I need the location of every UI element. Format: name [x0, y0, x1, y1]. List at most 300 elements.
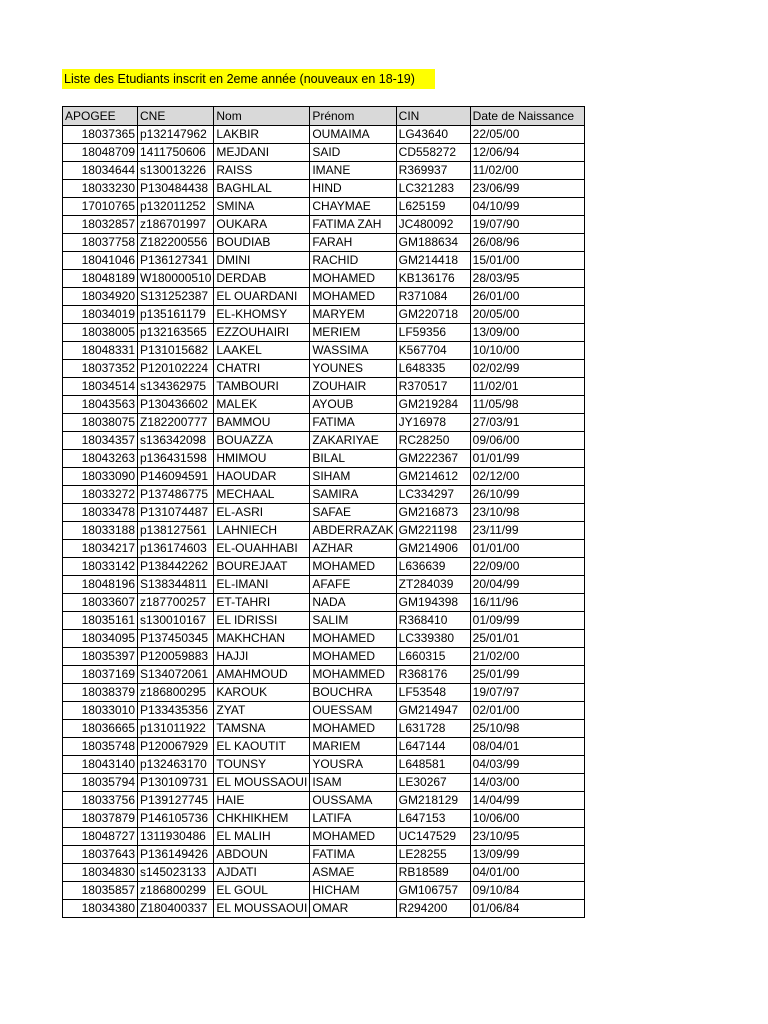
cin-cell: ZT284039	[396, 576, 470, 594]
table-row	[63, 504, 585, 522]
date-naissance-cell: 02/02/99	[470, 360, 584, 378]
apogee-cell: 18035397	[63, 648, 138, 666]
cin-cell: GM194398	[396, 594, 470, 612]
cin-cell: JC480092	[396, 216, 470, 234]
table-row	[63, 396, 585, 414]
table-row	[63, 612, 585, 630]
table-row	[63, 378, 585, 396]
cin-cell: KB136176	[396, 270, 470, 288]
prenom-cell: AYOUB	[310, 396, 396, 414]
cin-cell: LG43640	[396, 126, 470, 144]
apogee-cell: 18033188	[63, 522, 138, 540]
date-naissance-cell: 19/07/90	[470, 216, 584, 234]
nom-cell: EL GOUL	[214, 882, 310, 900]
prenom-cell: HIND	[310, 180, 396, 198]
apogee-cell: 18034830	[63, 864, 138, 882]
nom-cell: EL-OUAHHABI	[214, 540, 310, 558]
cne-cell: s136342098	[138, 432, 214, 450]
cin-cell: R371084	[396, 288, 470, 306]
nom-cell: TAMBOURI	[214, 378, 310, 396]
cin-cell: LC339380	[396, 630, 470, 648]
apogee-cell: 18048709	[63, 144, 138, 162]
table-row	[63, 144, 585, 162]
date-naissance-cell: 09/10/84	[470, 882, 584, 900]
apogee-cell: 18048727	[63, 828, 138, 846]
cne-cell: S134072061	[138, 666, 214, 684]
nom-cell: BAMMOU	[214, 414, 310, 432]
prenom-cell: ABDERRAZAK	[310, 522, 396, 540]
cne-cell: P138442262	[138, 558, 214, 576]
nom-cell: LAAKEL	[214, 342, 310, 360]
nom-cell: KAROUK	[214, 684, 310, 702]
nom-cell: ET-TAHRI	[214, 594, 310, 612]
apogee-cell: 17010765	[63, 198, 138, 216]
cne-cell: P146094591	[138, 468, 214, 486]
table-row	[63, 864, 585, 882]
apogee-cell: 18043140	[63, 756, 138, 774]
cin-cell: LE28255	[396, 846, 470, 864]
prenom-cell: ZAKARIYAE	[310, 432, 396, 450]
date-naissance-cell: 02/01/00	[470, 702, 584, 720]
apogee-cell: 18033090	[63, 468, 138, 486]
cin-cell: GM214418	[396, 252, 470, 270]
nom-cell: TAMSNA	[214, 720, 310, 738]
date-naissance-cell: 10/10/00	[470, 342, 584, 360]
nom-cell: BAGHLAL	[214, 180, 310, 198]
cne-cell: p132463170	[138, 756, 214, 774]
cin-cell: GM214612	[396, 468, 470, 486]
cne-cell: p131011922	[138, 720, 214, 738]
apogee-cell: 18035748	[63, 738, 138, 756]
cin-cell: L648335	[396, 360, 470, 378]
table-row	[63, 432, 585, 450]
cne-cell: s130010167	[138, 612, 214, 630]
table-row	[63, 216, 585, 234]
apogee-cell: 18033756	[63, 792, 138, 810]
date-naissance-cell: 22/05/00	[470, 126, 584, 144]
prenom-cell: ZOUHAIR	[310, 378, 396, 396]
prenom-cell: OUMAIMA	[310, 126, 396, 144]
date-naissance-cell: 09/06/00	[470, 432, 584, 450]
table-row	[63, 828, 585, 846]
cne-cell: p132163565	[138, 324, 214, 342]
nom-cell: LAHNIECH	[214, 522, 310, 540]
date-naissance-cell: 27/03/91	[470, 414, 584, 432]
apogee-cell: 18036665	[63, 720, 138, 738]
prenom-cell: MOHAMED	[310, 558, 396, 576]
apogee-cell: 18033607	[63, 594, 138, 612]
cne-cell: 1411750606	[138, 144, 214, 162]
cin-cell: L647144	[396, 738, 470, 756]
table-row	[63, 342, 585, 360]
cin-cell: CD558272	[396, 144, 470, 162]
nom-cell: EL-KHOMSY	[214, 306, 310, 324]
cne-cell: P120102224	[138, 360, 214, 378]
table-row	[63, 270, 585, 288]
header-apogee: APOGEE	[63, 107, 138, 126]
apogee-cell: 18035857	[63, 882, 138, 900]
cin-cell: GM214906	[396, 540, 470, 558]
prenom-cell: MOHAMED	[310, 288, 396, 306]
table-body	[63, 126, 585, 918]
table-row	[63, 738, 585, 756]
cin-cell: K567704	[396, 342, 470, 360]
date-naissance-cell: 04/03/99	[470, 756, 584, 774]
nom-cell: BOUDIAB	[214, 234, 310, 252]
apogee-cell: 18048189	[63, 270, 138, 288]
table-row	[63, 360, 585, 378]
nom-cell: RAISS	[214, 162, 310, 180]
cin-cell: L660315	[396, 648, 470, 666]
nom-cell: EL-IMANI	[214, 576, 310, 594]
cne-cell: P136127341	[138, 252, 214, 270]
cne-cell: z186800295	[138, 684, 214, 702]
apogee-cell: 18034380	[63, 900, 138, 918]
date-naissance-cell: 14/04/99	[470, 792, 584, 810]
cne-cell: P120067929	[138, 738, 214, 756]
prenom-cell: MOHAMED	[310, 270, 396, 288]
date-naissance-cell: 13/09/00	[470, 324, 584, 342]
prenom-cell: OUESSAM	[310, 702, 396, 720]
apogee-cell: 18037758	[63, 234, 138, 252]
date-naissance-cell: 20/05/00	[470, 306, 584, 324]
date-naissance-cell: 01/09/99	[470, 612, 584, 630]
nom-cell: DERDAB	[214, 270, 310, 288]
table-row	[63, 630, 585, 648]
apogee-cell: 18043563	[63, 396, 138, 414]
cne-cell: P133435356	[138, 702, 214, 720]
nom-cell: EL IDRISSI	[214, 612, 310, 630]
prenom-cell: ASMAE	[310, 864, 396, 882]
date-naissance-cell: 11/02/01	[470, 378, 584, 396]
cne-cell: P131015682	[138, 342, 214, 360]
date-naissance-cell: 11/02/00	[470, 162, 584, 180]
cne-cell: P139127745	[138, 792, 214, 810]
table-row	[63, 468, 585, 486]
cin-cell: GM221198	[396, 522, 470, 540]
prenom-cell: AZHAR	[310, 540, 396, 558]
nom-cell: MEJDANI	[214, 144, 310, 162]
header-nom: Nom	[214, 107, 310, 126]
table-row	[63, 414, 585, 432]
prenom-cell: YOUNES	[310, 360, 396, 378]
nom-cell: HAOUDAR	[214, 468, 310, 486]
table-row	[63, 558, 585, 576]
cne-cell: P131074487	[138, 504, 214, 522]
cin-cell: GM218129	[396, 792, 470, 810]
table-row	[63, 306, 585, 324]
header-cne: CNE	[138, 107, 214, 126]
nom-cell: ZYAT	[214, 702, 310, 720]
table-row	[63, 522, 585, 540]
cin-cell: R368410	[396, 612, 470, 630]
table-row	[63, 324, 585, 342]
cne-cell: P130436602	[138, 396, 214, 414]
cne-cell: z186800299	[138, 882, 214, 900]
date-naissance-cell: 13/09/99	[470, 846, 584, 864]
nom-cell: MECHAAL	[214, 486, 310, 504]
cne-cell: Z180400337	[138, 900, 214, 918]
cin-cell: GM222367	[396, 450, 470, 468]
prenom-cell: MOHAMED	[310, 630, 396, 648]
nom-cell: HAJJI	[214, 648, 310, 666]
sheet-title: Liste des Etudiants inscrit en 2eme année (nouveaux en 18-19)	[62, 69, 435, 89]
cne-cell: P130109731	[138, 774, 214, 792]
prenom-cell: MOHAMED	[310, 720, 396, 738]
date-naissance-cell: 26/08/96	[470, 234, 584, 252]
prenom-cell: SAMIRA	[310, 486, 396, 504]
cin-cell: R370517	[396, 378, 470, 396]
table-row	[63, 846, 585, 864]
prenom-cell: MOHAMED	[310, 648, 396, 666]
prenom-cell: MARYEM	[310, 306, 396, 324]
apogee-cell: 18041046	[63, 252, 138, 270]
prenom-cell: NADA	[310, 594, 396, 612]
prenom-cell: IMANE	[310, 162, 396, 180]
date-naissance-cell: 01/06/84	[470, 900, 584, 918]
table-row	[63, 900, 585, 918]
cin-cell: L647153	[396, 810, 470, 828]
nom-cell: BOUAZZA	[214, 432, 310, 450]
cne-cell: z187700257	[138, 594, 214, 612]
table-row	[63, 288, 585, 306]
prenom-cell: OMAR	[310, 900, 396, 918]
date-naissance-cell: 25/01/99	[470, 666, 584, 684]
table-row	[63, 198, 585, 216]
cne-cell: P120059883	[138, 648, 214, 666]
cne-cell: Z182200556	[138, 234, 214, 252]
cne-cell: P130484438	[138, 180, 214, 198]
date-naissance-cell: 19/07/97	[470, 684, 584, 702]
apogee-cell: 18038075	[63, 414, 138, 432]
cne-cell: S138344811	[138, 576, 214, 594]
cin-cell: GM106757	[396, 882, 470, 900]
nom-cell: EL MOUSSAOUI	[214, 774, 310, 792]
apogee-cell: 18038005	[63, 324, 138, 342]
table-row	[63, 756, 585, 774]
cin-cell: LC321283	[396, 180, 470, 198]
apogee-cell: 18037352	[63, 360, 138, 378]
cin-cell: R368176	[396, 666, 470, 684]
nom-cell: EL KAOUTIT	[214, 738, 310, 756]
prenom-cell: SAID	[310, 144, 396, 162]
cin-cell: L648581	[396, 756, 470, 774]
apogee-cell: 18037365	[63, 126, 138, 144]
cin-cell: L631728	[396, 720, 470, 738]
nom-cell: CHKHIKHEM	[214, 810, 310, 828]
apogee-cell: 18032857	[63, 216, 138, 234]
cne-cell: p138127561	[138, 522, 214, 540]
header-prenom: Prénom	[310, 107, 396, 126]
table-row	[63, 450, 585, 468]
date-naissance-cell: 23/10/98	[470, 504, 584, 522]
cne-cell: P137450345	[138, 630, 214, 648]
table-row	[63, 486, 585, 504]
table-row	[63, 162, 585, 180]
date-naissance-cell: 11/05/98	[470, 396, 584, 414]
apogee-cell: 18037879	[63, 810, 138, 828]
prenom-cell: BILAL	[310, 450, 396, 468]
cne-cell: P146105736	[138, 810, 214, 828]
nom-cell: LAKBIR	[214, 126, 310, 144]
cin-cell: RC28250	[396, 432, 470, 450]
nom-cell: SMINA	[214, 198, 310, 216]
date-naissance-cell: 12/06/94	[470, 144, 584, 162]
table-row	[63, 720, 585, 738]
date-naissance-cell: 21/02/00	[470, 648, 584, 666]
apogee-cell: 18043263	[63, 450, 138, 468]
nom-cell: MAKHCHAN	[214, 630, 310, 648]
cin-cell: LF53548	[396, 684, 470, 702]
apogee-cell: 18033478	[63, 504, 138, 522]
cne-cell: p132011252	[138, 198, 214, 216]
apogee-cell: 18034019	[63, 306, 138, 324]
prenom-cell: RACHID	[310, 252, 396, 270]
cin-cell: LC334297	[396, 486, 470, 504]
apogee-cell: 18037169	[63, 666, 138, 684]
cne-cell: p135161179	[138, 306, 214, 324]
apogee-cell: 18038379	[63, 684, 138, 702]
apogee-cell: 18037643	[63, 846, 138, 864]
table-row	[63, 774, 585, 792]
nom-cell: HMIMOU	[214, 450, 310, 468]
table-row	[63, 126, 585, 144]
prenom-cell: MOHAMMED	[310, 666, 396, 684]
prenom-cell: SIHAM	[310, 468, 396, 486]
prenom-cell: ISAM	[310, 774, 396, 792]
table-row	[63, 684, 585, 702]
date-naissance-cell: 28/03/95	[470, 270, 584, 288]
cin-cell: LE30267	[396, 774, 470, 792]
date-naissance-cell: 25/01/01	[470, 630, 584, 648]
date-naissance-cell: 10/06/00	[470, 810, 584, 828]
cne-cell: s134362975	[138, 378, 214, 396]
cin-cell: GM220718	[396, 306, 470, 324]
nom-cell: ABDOUN	[214, 846, 310, 864]
date-naissance-cell: 26/01/00	[470, 288, 584, 306]
nom-cell: EL MOUSSAOUI	[214, 900, 310, 918]
cin-cell: L625159	[396, 198, 470, 216]
apogee-cell: 18048331	[63, 342, 138, 360]
date-naissance-cell: 22/09/00	[470, 558, 584, 576]
cne-cell: Z182200777	[138, 414, 214, 432]
nom-cell: EZZOUHAIRI	[214, 324, 310, 342]
table-row	[63, 252, 585, 270]
prenom-cell: MARIEM	[310, 738, 396, 756]
prenom-cell: AFAFE	[310, 576, 396, 594]
cne-cell: W180000510	[138, 270, 214, 288]
prenom-cell: FATIMA	[310, 414, 396, 432]
cin-cell: LF59356	[396, 324, 470, 342]
date-naissance-cell: 08/04/01	[470, 738, 584, 756]
cin-cell: R369937	[396, 162, 470, 180]
apogee-cell: 18034095	[63, 630, 138, 648]
table-row	[63, 180, 585, 198]
apogee-cell: 18033142	[63, 558, 138, 576]
cin-cell: R294200	[396, 900, 470, 918]
prenom-cell: FATIMA	[310, 846, 396, 864]
nom-cell: EL-ASRI	[214, 504, 310, 522]
date-naissance-cell: 02/12/00	[470, 468, 584, 486]
cne-cell: z186701997	[138, 216, 214, 234]
prenom-cell: WASSIMA	[310, 342, 396, 360]
table-row	[63, 810, 585, 828]
date-naissance-cell: 04/01/00	[470, 864, 584, 882]
cin-cell: RB18589	[396, 864, 470, 882]
cne-cell: p136174603	[138, 540, 214, 558]
cne-cell: s130013226	[138, 162, 214, 180]
prenom-cell: HICHAM	[310, 882, 396, 900]
prenom-cell: LATIFA	[310, 810, 396, 828]
apogee-cell: 18034514	[63, 378, 138, 396]
nom-cell: OUKARA	[214, 216, 310, 234]
prenom-cell: FATIMA ZAH	[310, 216, 396, 234]
table-row	[63, 702, 585, 720]
prenom-cell: CHAYMAE	[310, 198, 396, 216]
apogee-cell: 18034644	[63, 162, 138, 180]
table-row	[63, 648, 585, 666]
date-naissance-cell: 23/11/99	[470, 522, 584, 540]
nom-cell: DMINI	[214, 252, 310, 270]
cne-cell: p132147962	[138, 126, 214, 144]
table-row	[63, 792, 585, 810]
prenom-cell: MERIEM	[310, 324, 396, 342]
apogee-cell: 18034920	[63, 288, 138, 306]
cne-cell: S131252387	[138, 288, 214, 306]
nom-cell: TOUNSY	[214, 756, 310, 774]
cin-cell: GM188634	[396, 234, 470, 252]
prenom-cell: MOHAMED	[310, 828, 396, 846]
cne-cell: p136431598	[138, 450, 214, 468]
table-row	[63, 540, 585, 558]
date-naissance-cell: 20/04/99	[470, 576, 584, 594]
apogee-cell: 18034217	[63, 540, 138, 558]
prenom-cell: YOUSRA	[310, 756, 396, 774]
apogee-cell: 18033272	[63, 486, 138, 504]
table-row	[63, 666, 585, 684]
date-naissance-cell: 01/01/99	[470, 450, 584, 468]
date-naissance-cell: 25/10/98	[470, 720, 584, 738]
date-naissance-cell: 04/10/99	[470, 198, 584, 216]
cin-cell: GM219284	[396, 396, 470, 414]
apogee-cell: 18034357	[63, 432, 138, 450]
apogee-cell: 18033230	[63, 180, 138, 198]
date-naissance-cell: 14/03/00	[470, 774, 584, 792]
apogee-cell: 18035794	[63, 774, 138, 792]
table-row	[63, 234, 585, 252]
prenom-cell: BOUCHRA	[310, 684, 396, 702]
nom-cell: AMAHMOUD	[214, 666, 310, 684]
apogee-cell: 18048196	[63, 576, 138, 594]
nom-cell: BOUREJAAT	[214, 558, 310, 576]
cin-cell: GM216873	[396, 504, 470, 522]
prenom-cell: FARAH	[310, 234, 396, 252]
header-date-naissance: Date de Naissance	[470, 107, 584, 126]
cne-cell: P136149426	[138, 846, 214, 864]
cin-cell: L636639	[396, 558, 470, 576]
date-naissance-cell: 16/11/96	[470, 594, 584, 612]
date-naissance-cell: 01/01/00	[470, 540, 584, 558]
cin-cell: UC147529	[396, 828, 470, 846]
nom-cell: MALEK	[214, 396, 310, 414]
nom-cell: HAIE	[214, 792, 310, 810]
nom-cell: EL OUARDANI	[214, 288, 310, 306]
cne-cell: P137486775	[138, 486, 214, 504]
nom-cell: AJDATI	[214, 864, 310, 882]
header-cin: CIN	[396, 107, 470, 126]
date-naissance-cell: 15/01/00	[470, 252, 584, 270]
cne-cell: 1311930486	[138, 828, 214, 846]
